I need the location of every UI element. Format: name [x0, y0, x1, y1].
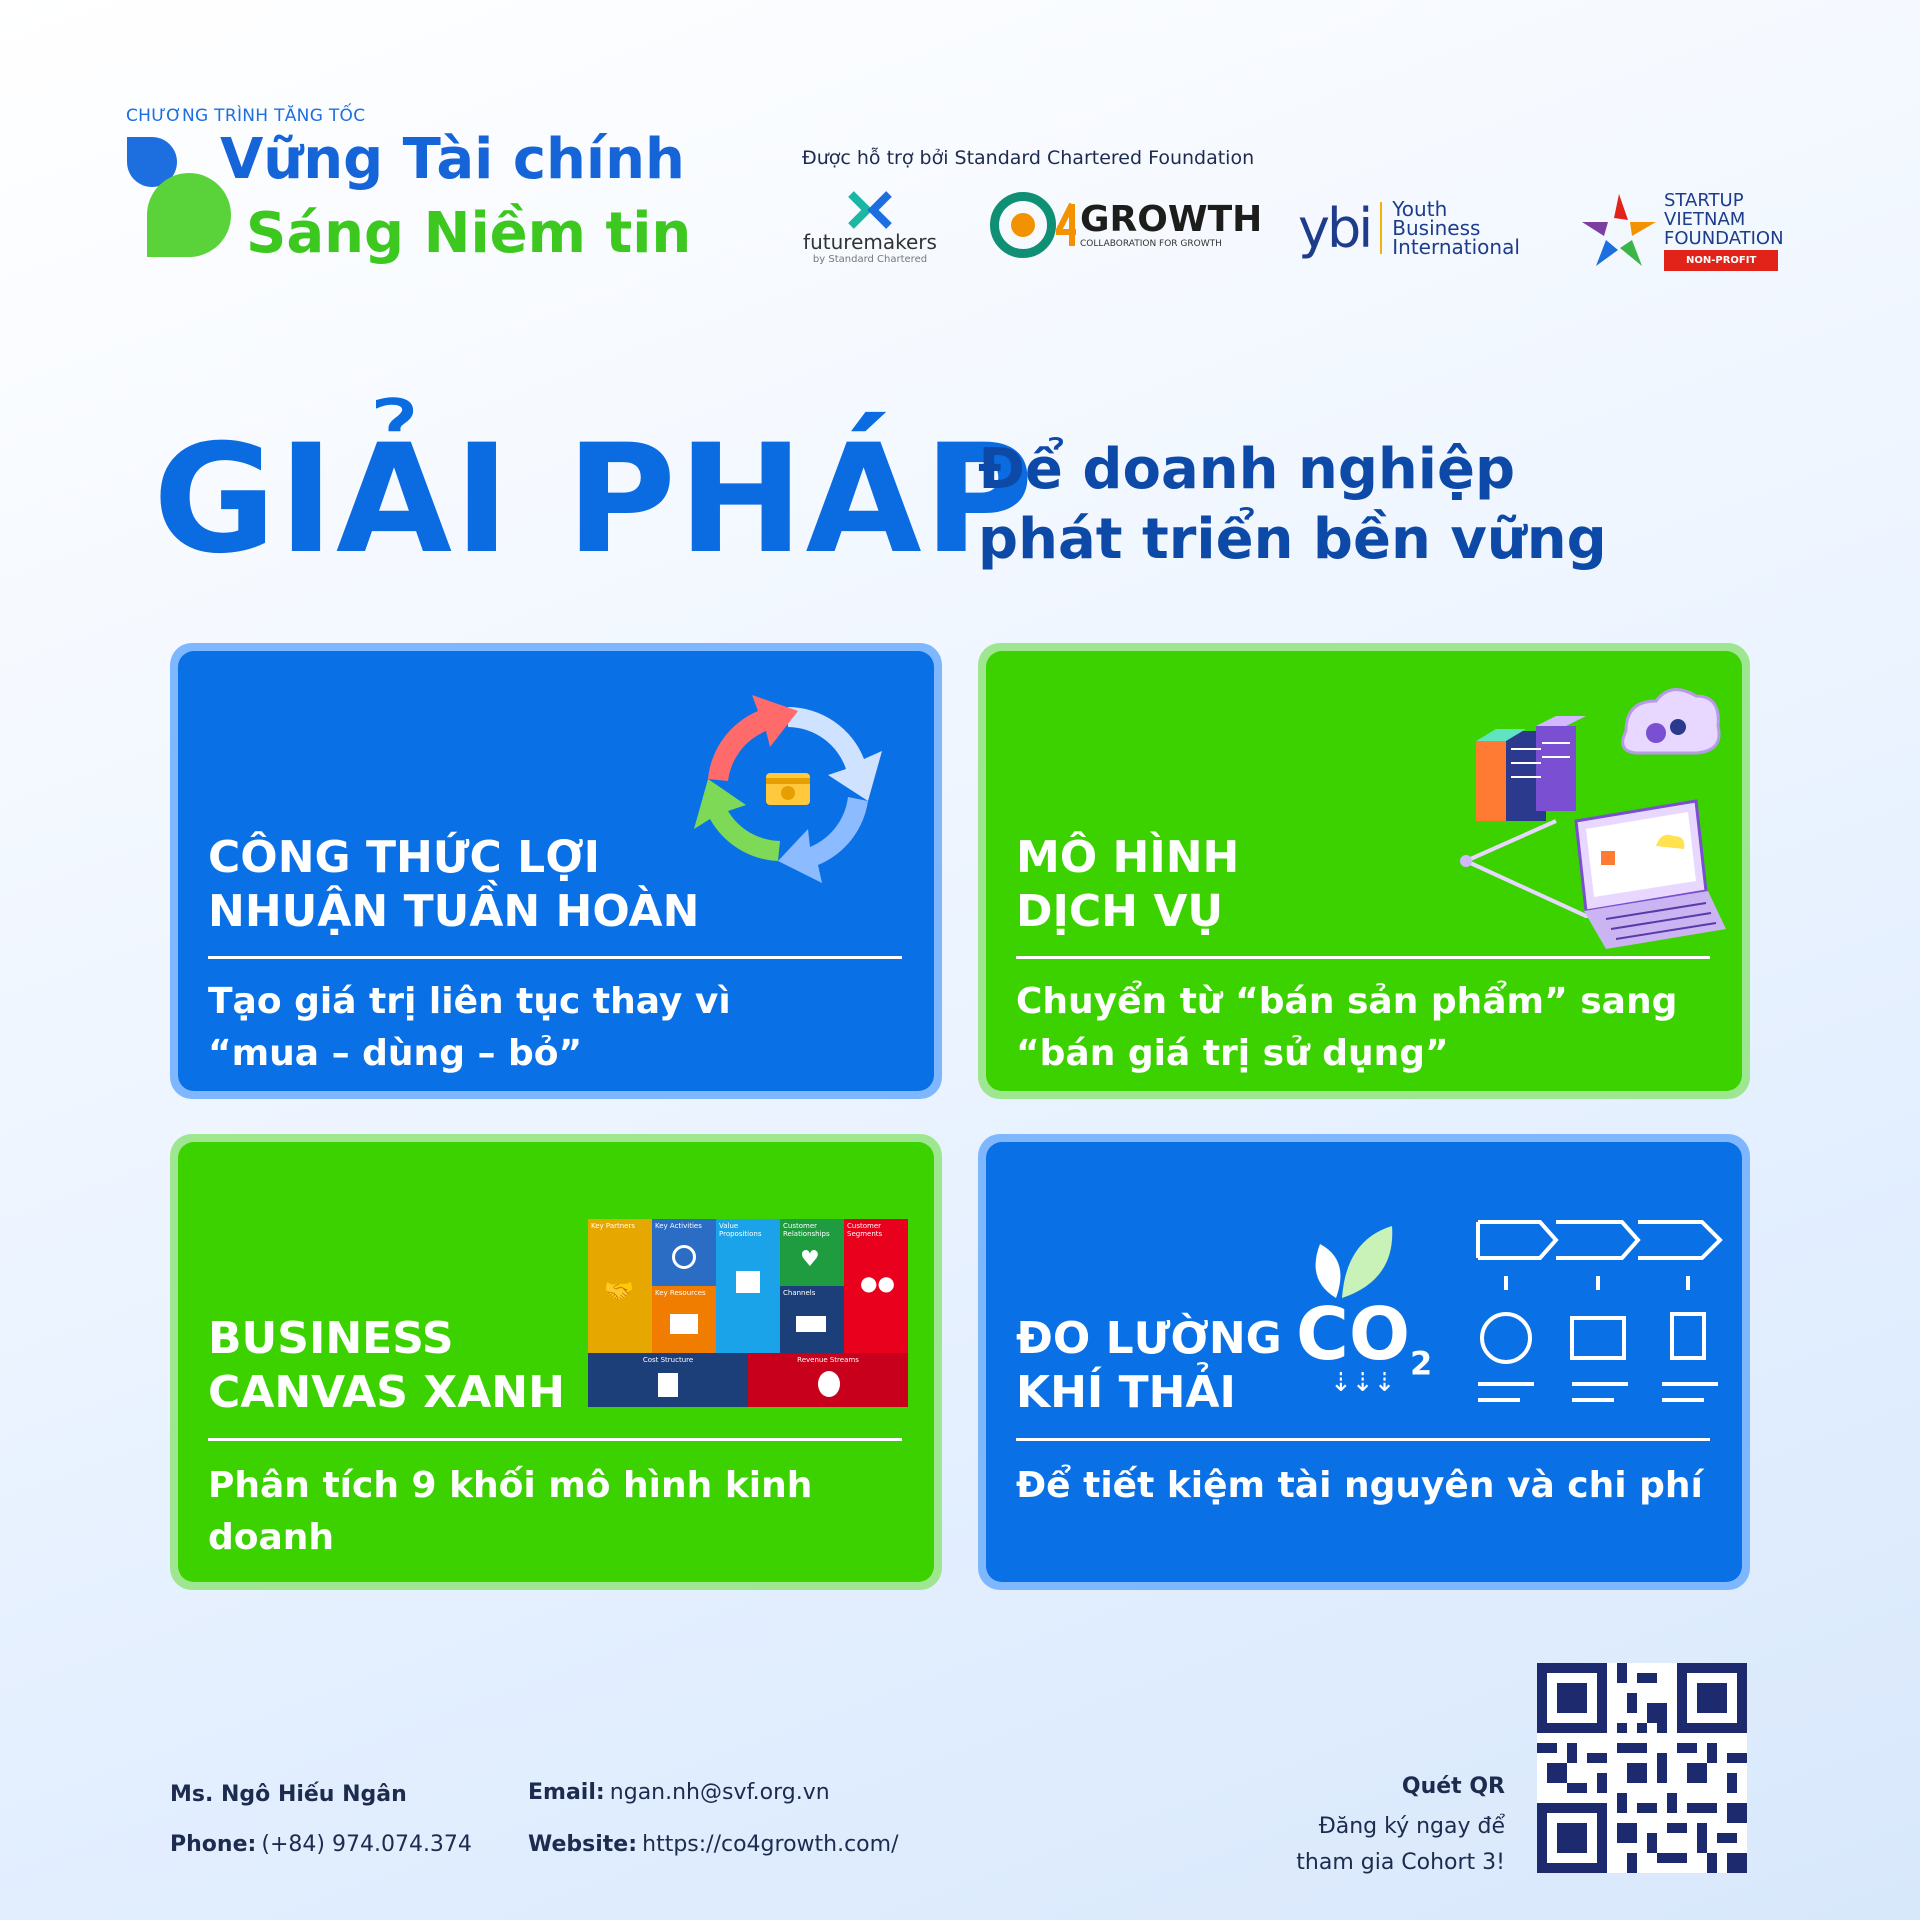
co4growth-sub: COLLABORATION FOR GROWTH [1080, 239, 1222, 249]
canvas-customer-relationships-label: Customer Relationships [783, 1222, 830, 1238]
subtitle [978, 435, 1607, 575]
program-kicker: CHƯƠNG TRÌNH TĂNG TỐC [126, 106, 366, 126]
card-green-canvas [170, 1134, 942, 1590]
canvas-key-activities [652, 1219, 716, 1286]
card-4-desc-line1: Để tiết kiệm tài nguyên và chi phí [1016, 1465, 1703, 1506]
phone-value[interactable]: (+84) 974.074.374 [261, 1832, 472, 1857]
subtitle-line1: Để doanh nghiệp [978, 437, 1516, 502]
qr-caption-line2: tham gia Cohort 3! [1296, 1850, 1505, 1875]
ybi-word-1: Youth [1392, 196, 1448, 221]
program-title-line2: Sáng Niềm tin [246, 201, 692, 266]
truck-icon [796, 1316, 826, 1332]
card-2-desc-line1: Chuyển từ “bán sản phẩm” sang [1016, 981, 1678, 1022]
futuremakers-x-icon [847, 190, 893, 230]
card-1-title-line1: CÔNG THỨC LỢI [208, 832, 601, 883]
card-3-title-line2: CANVAS XANH [208, 1367, 565, 1418]
canvas-key-activities-label: Key Activities [655, 1222, 702, 1230]
canvas-customer-segments-label: Customer Segments [847, 1222, 883, 1238]
sponsor-caption: Được hỗ trợ bởi Standard Chartered Foundation [802, 147, 1255, 169]
canvas-key-partners-label: Key Partners [591, 1222, 636, 1230]
canvas-value-propositions-label: Value Propositions [719, 1222, 762, 1238]
canvas-revenue-streams [748, 1353, 908, 1407]
canvas-key-resources [652, 1286, 716, 1353]
canvas-cost-structure-label: Cost Structure [642, 1356, 694, 1364]
contact-website [528, 1832, 898, 1857]
co4growth-circle-icon [990, 192, 1056, 258]
svf-logo [1578, 188, 1784, 273]
canvas-channels [780, 1286, 844, 1353]
futuremakers-sub: by Standard Chartered [812, 254, 928, 265]
canvas-customer-relationships [780, 1219, 844, 1286]
canvas-key-partners [588, 1219, 652, 1353]
money-bag-icon [818, 1371, 840, 1397]
website-label: Website: [528, 1832, 638, 1857]
co2-label: $CO_2$ [1296, 1292, 1433, 1383]
business-model-canvas-icon [588, 1219, 908, 1407]
program-logo-shape-green [147, 173, 231, 257]
card-circular-profit [170, 643, 942, 1099]
ybi-logo [1298, 196, 1520, 260]
co4growth-logo [990, 190, 1262, 260]
card-2-title-line2: DỊCH VỤ [1016, 886, 1224, 937]
card-3-desc-line1: Phân tích 9 khối mô hình kinh doanh [208, 1465, 813, 1558]
leaves-icon [1296, 1220, 1396, 1300]
card-1-desc-line2: “mua – dùng – bỏ” [208, 1033, 583, 1074]
program-title-line1: Vững Tài chính [220, 127, 685, 192]
svf-word-1: STARTUP [1664, 189, 1744, 211]
card-4-divider [1016, 1438, 1710, 1441]
canvas-value-propositions [716, 1219, 780, 1353]
subtitle-line2: phát triển bền vững [978, 507, 1607, 572]
canvas-key-resources-label: Key Resources [655, 1289, 706, 1297]
website-link[interactable]: https://co4growth.com/ [642, 1832, 899, 1857]
email-label: Email: [528, 1780, 605, 1805]
ybi-word-3: International [1392, 234, 1520, 259]
futuremakers-logo [800, 185, 940, 270]
co4growth-four-icon [1056, 202, 1078, 248]
qr-caption-line1: Đăng ký ngay để [1318, 1814, 1505, 1839]
contact-email [528, 1780, 830, 1805]
svf-word-3: FOUNDATION [1664, 227, 1784, 249]
qr-code[interactable] [1537, 1663, 1747, 1873]
card-service-model [978, 643, 1750, 1099]
main-title: GIẢI PHÁP [153, 413, 1036, 587]
qr-caption [1296, 1809, 1505, 1881]
canvas-customer-segments [844, 1219, 908, 1353]
card-4-title-line1: ĐO LƯỜNG [1016, 1313, 1282, 1364]
card-2-divider [1016, 956, 1710, 959]
heart-icon: ♥ [800, 1247, 820, 1272]
card-3-title-line1: BUSINESS [208, 1313, 454, 1364]
canvas-revenue-streams-label: Revenue Streams [797, 1356, 859, 1364]
contact-name: Ms. Ngô Hiếu Ngân [170, 1782, 407, 1807]
handshake-icon: 🤝 [604, 1277, 634, 1305]
down-arrows-icon: ⇣⇣⇣ [1330, 1368, 1396, 1398]
svf-star-icon [1578, 190, 1660, 272]
canvas-channels-label: Channels [783, 1289, 816, 1297]
people-icon: ●● [860, 1271, 895, 1295]
card-2-desc-line2: “bán giá trị sử dụng” [1016, 1033, 1449, 1074]
svf-nonprofit-badge: NON-PROFIT [1664, 250, 1778, 271]
canvas-cost-structure [588, 1353, 748, 1407]
co4growth-name: GROWTH [1080, 199, 1263, 240]
phone-label: Phone: [170, 1832, 257, 1857]
document-icon [658, 1373, 678, 1397]
ybi-mark: ybi [1298, 196, 1371, 260]
contact-phone [170, 1832, 472, 1857]
circular-arrows-icon [668, 689, 908, 889]
gift-icon [736, 1271, 760, 1293]
card-emission-measurement [978, 1134, 1750, 1590]
qr-title: Quét QR [1401, 1774, 1505, 1799]
cloud-server-laptop-icon [1456, 671, 1726, 951]
check-icon [672, 1245, 696, 1269]
ybi-word-2: Business [1392, 215, 1481, 240]
card-1-title-line2: NHUẬN TUẦN HOÀN [208, 886, 700, 937]
factory-icon [670, 1314, 698, 1334]
card-2-title-line1: MÔ HÌNH [1016, 832, 1240, 883]
card-1-desc-line1: Tạo giá trị liên tục thay vì [208, 981, 731, 1022]
svf-word-2: VIETNAM [1664, 208, 1746, 230]
card-1-divider [208, 956, 902, 959]
ybi-divider [1380, 202, 1382, 254]
process-flow-icon [1476, 1218, 1726, 1428]
card-3-divider [208, 1438, 902, 1441]
email-link[interactable]: ngan.nh@svf.org.vn [609, 1780, 830, 1805]
card-4-title-line2: KHÍ THẢI [1016, 1367, 1236, 1418]
futuremakers-name: futuremakers [803, 230, 937, 254]
